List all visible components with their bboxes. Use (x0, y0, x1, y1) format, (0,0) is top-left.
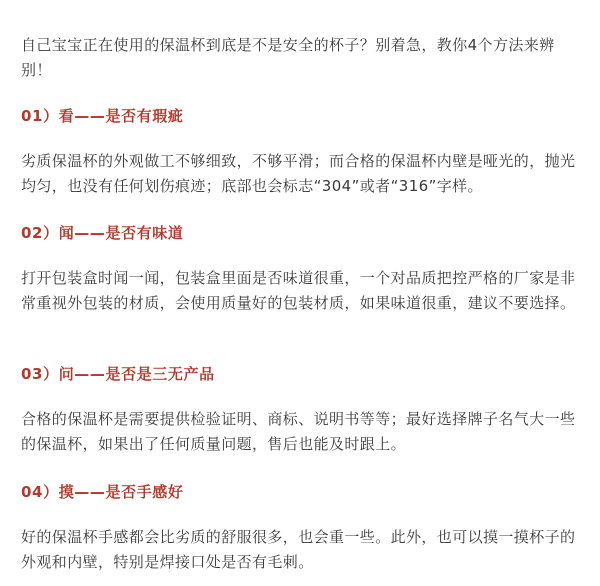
section-heading-3 (21, 363, 579, 385)
section-heading-2 (21, 222, 579, 244)
section-heading-4 (21, 481, 579, 503)
section-body-4: 好的保温杯手感都会比劣质的舒服很多，也会重一些。此外，也可以摸一摸杯子的外观和内壁，特别是焊接口处是否有毛刺。 (21, 528, 576, 571)
section-number-2: 02） (21, 224, 59, 242)
section-heading-1 (21, 105, 579, 127)
section-body-1: 劣质保温杯的外观做工不够细致，不够平滑；而合格的保温杯内壁是哑光的，抛光均匀，也没有任何划伤痕迹；底部也会标志“304”或者“316”字样。 (21, 152, 576, 195)
section-title-3: 问——是否是三无产品 (58, 365, 215, 383)
section-number-3: 03） (21, 365, 59, 383)
section-title-1: 看——是否有瑕疵 (58, 107, 184, 125)
section-title-4: 摸——是否手感好 (58, 483, 184, 501)
section-number-4: 04） (21, 483, 59, 501)
section-body-2: 打开包装盒时闻一闻，包装盒里面是否味道很重，一个对品质把控严格的厂家是非常重视外包装的材质，会使用质量好的包装材质，如果味道很重，建议不要选择。 (21, 269, 576, 312)
intro-paragraph: 自己宝宝正在使用的保温杯到底是不是安全的杯子？别着急，教你4个方法来辨别！ (21, 36, 555, 79)
section-body-3: 合格的保温杯是需要提供检验证明、商标、说明书等等；最好选择牌子名气大一些的保温杯，如果出了任何质量问题，售后也能及时跟上。 (21, 410, 576, 453)
section-number-1: 01） (21, 107, 59, 125)
section-title-2: 闻——是否有味道 (58, 224, 184, 242)
